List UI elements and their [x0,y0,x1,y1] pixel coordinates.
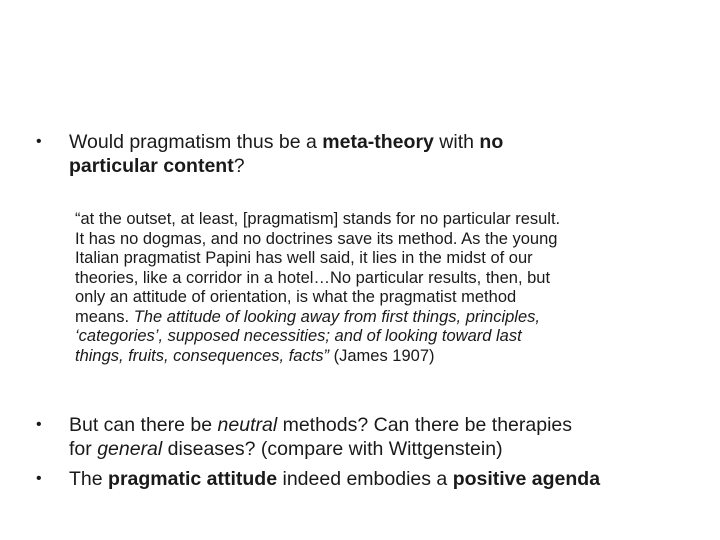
text-line: theories, like a corridor in a hotel…No particular results, then, but [75,268,551,287]
bullet-marker: • [36,416,42,433]
italic-phrase: neutral [217,414,278,436]
text-line: But can there be neutral methods? Can there be therapies [69,414,573,436]
text-line: for general diseases? (compare with Wittgenstein) [69,438,503,460]
text-line [75,327,695,347]
bullet-text [52,467,600,491]
italic-phrase: things, fruits, consequences, facts” [75,346,330,365]
text-line: Italian pragmatist Papini has well said, it lies in the midst of our [75,249,533,267]
bold-phrase: pragmatic attitude [108,468,278,490]
text-line: Would pragmatism thus be a meta-theory with no [69,131,504,153]
bullet-marker: • [36,470,42,487]
text-line: It has no dogmas, and no doctrines save its method. As the young [75,229,558,248]
italic-phrase: ‘categories’, supposed necessities; and of looking toward last [75,327,522,345]
james-quote [75,210,695,366]
text-line: particular content? [69,155,245,177]
italic-phrase: general [97,438,163,460]
bold-phrase: particular content [69,155,234,177]
bullet-item-meta-theory [36,130,696,178]
text-line: The pragmatic attitude indeed embodies a positive agenda [69,468,601,490]
text-line: only an attitude of orientation, is what the pragmatist method [75,288,517,306]
bullet-text [52,130,503,178]
bullet-item-pragmatic-attitude [36,467,706,491]
italic-phrase: The attitude of looking away from first things, principles, [133,307,540,326]
bold-phrase: positive agenda [452,468,601,490]
text-line: means. The attitude of looking away from first things, principles, [75,307,540,326]
bold-phrase: no [479,131,504,153]
bullet-item-neutral-methods [36,413,696,461]
bullet-marker: • [36,133,42,150]
text-line: “at the outset, at least, [pragmatism] stands for no particular result. [75,210,561,228]
bold-phrase: meta-theory [322,131,434,153]
bullet-text [52,413,572,461]
text-line: things, fruits, consequences, facts” (James 1907) [75,346,435,365]
